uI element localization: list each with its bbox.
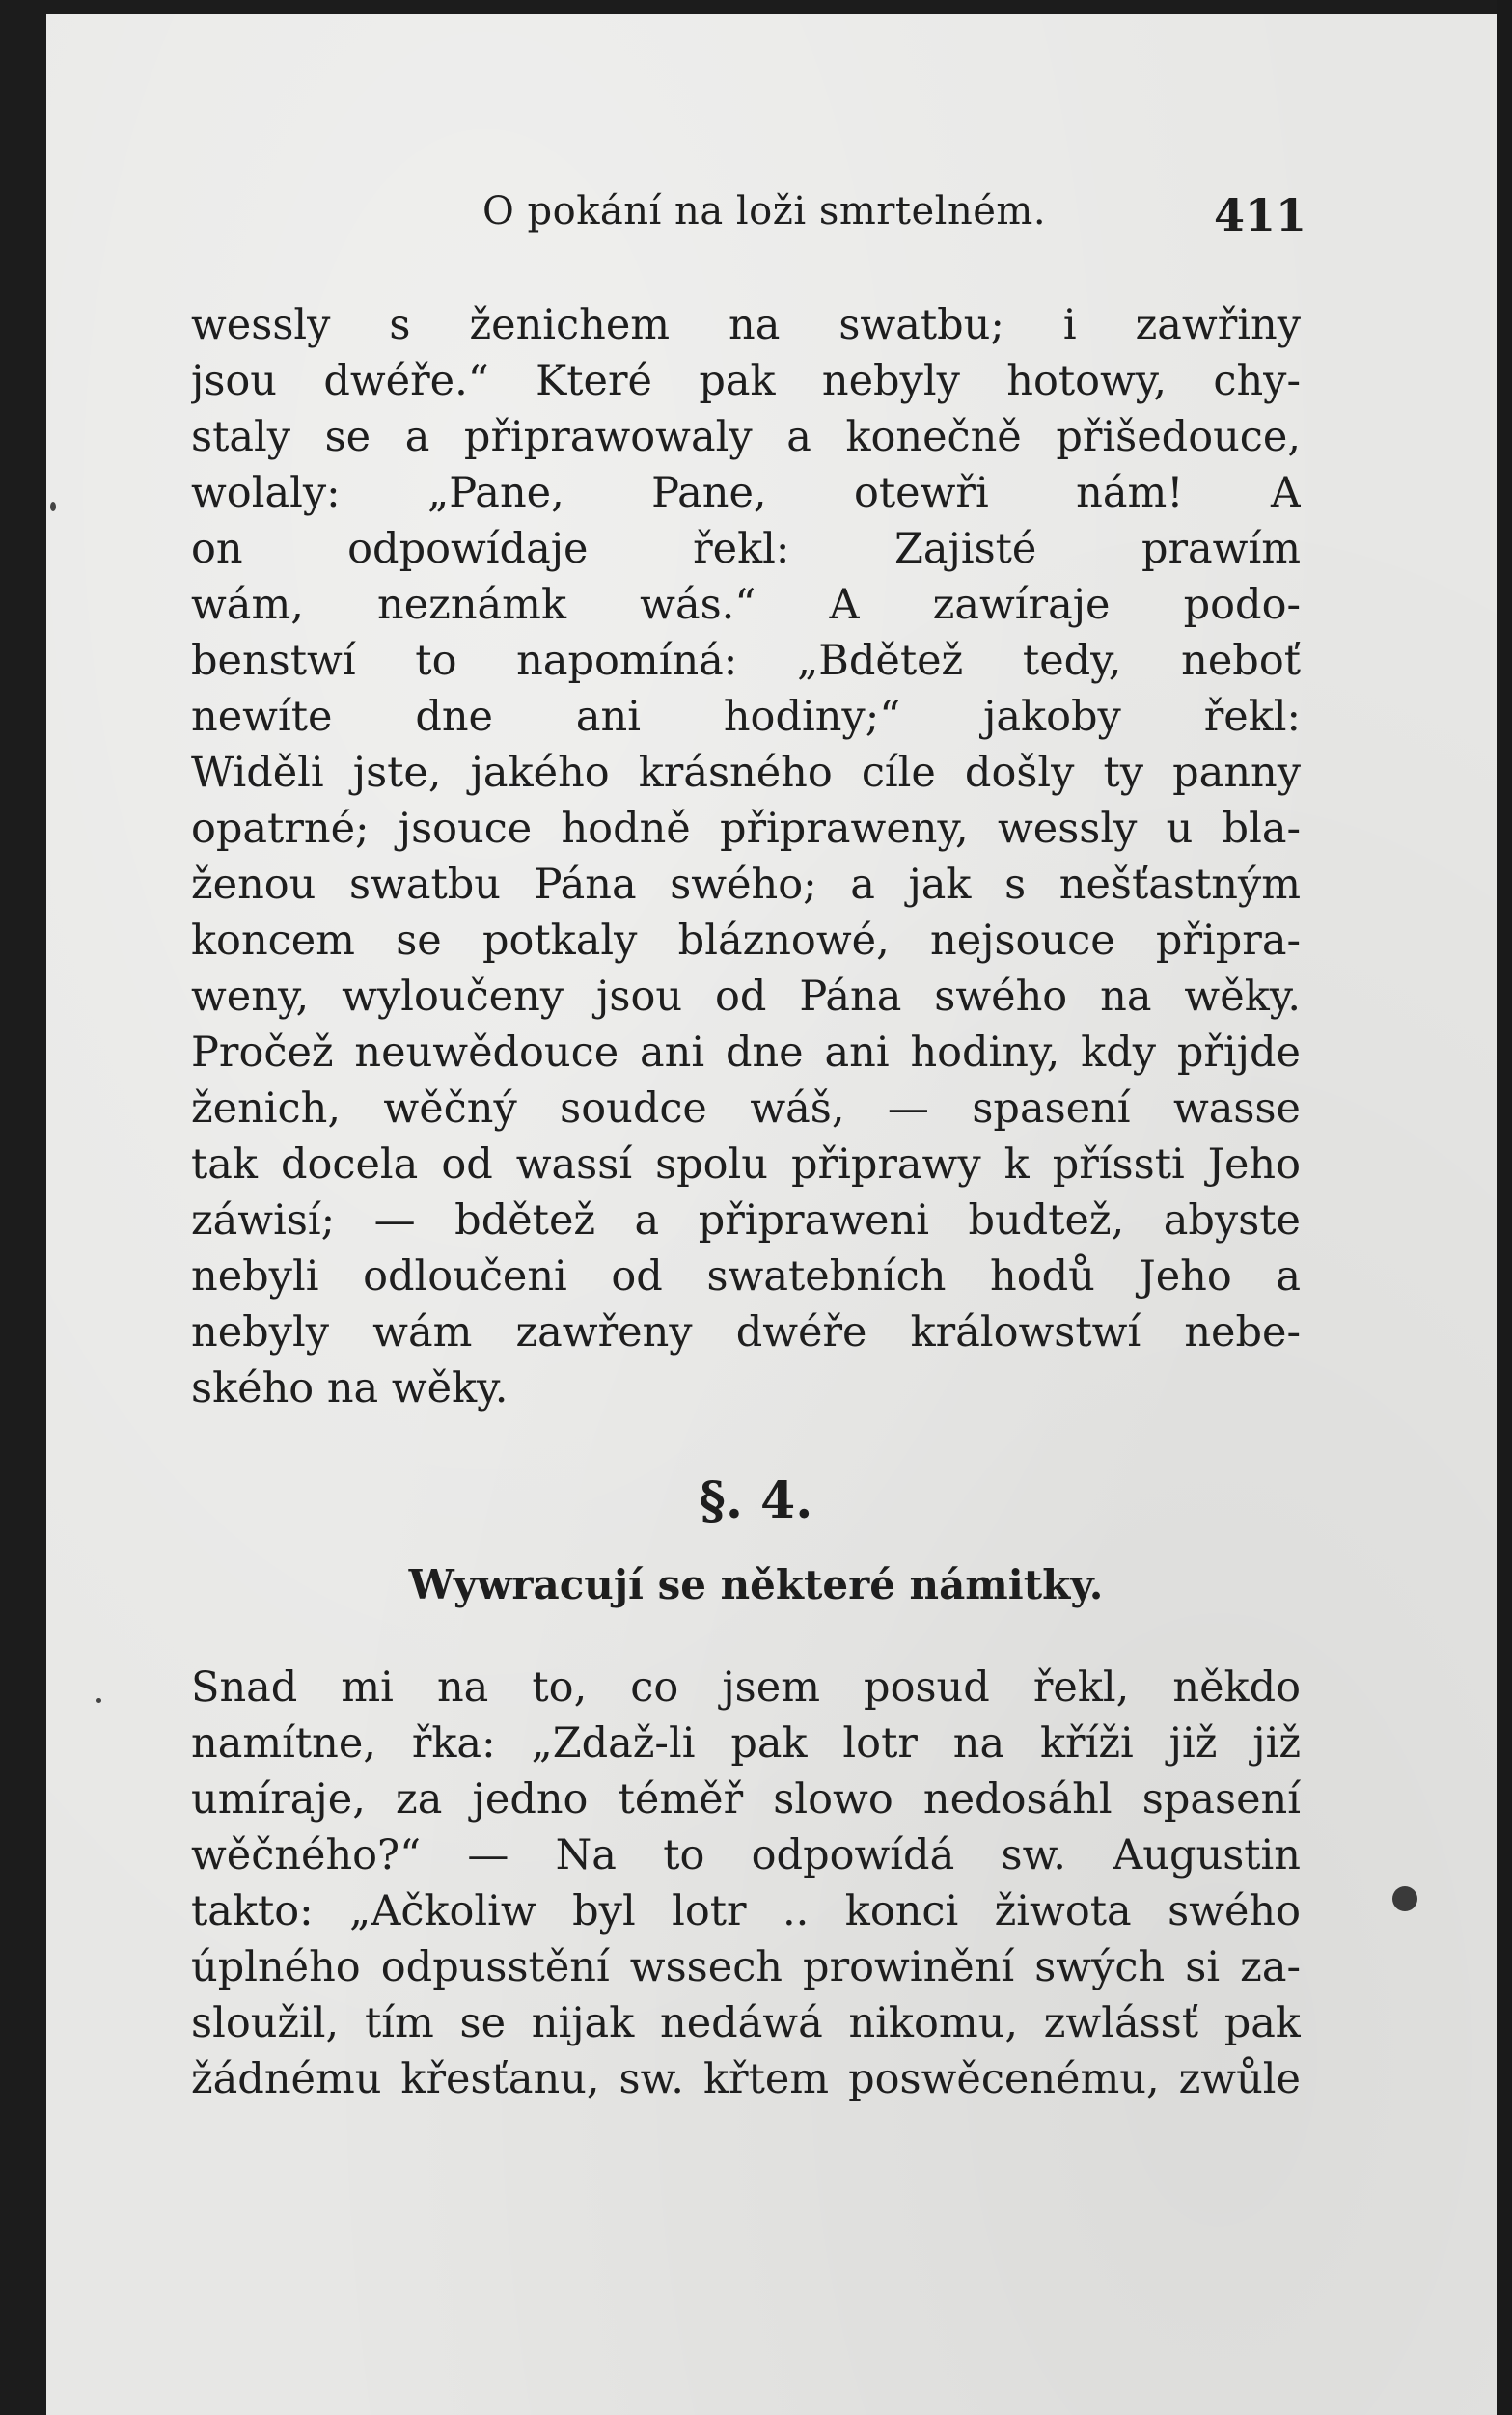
text-line: nebyly wám zawřeny dwéře králowstwí nebe- [191,1308,1301,1357]
running-title: O pokání na loži smrtelném. [482,189,1047,233]
text-line: wolaly: „Pane, Pane, otewři nám! A [191,469,1301,517]
text-line: jsou dwéře.“ Které pak nebyly hotowy, chy- [191,357,1301,405]
text-line: umíraje, za jedno téměř slowo nedosáhl spasení [191,1775,1301,1824]
text-line: Pročež neuwědouce ani dne ani hodiny, kdy přijde [191,1029,1301,1077]
text-line: on odpowídaje řekl: Zajisté prawím [191,525,1301,573]
paragraph-1 [191,297,1301,1416]
text-line: weny, wyloučeny jsou od Pána swého na wěky. [191,973,1301,1021]
text-line: ského na wěky. [191,1364,509,1413]
text-line: záwisí; — bdětež a připraweni budtež, abyste [191,1196,1301,1245]
text-line: nebyli odloučeni od swatebních hodů Jeho a [191,1252,1301,1301]
text-line: newíte dne ani hodiny;“ jakoby řekl: [191,693,1301,741]
section-title: Wywracují se některé námitky. [408,1561,1104,1608]
text-line: namítne, řka: „Zdaž-li pak lotr na kříži již již [191,1719,1301,1768]
ink-speck [1392,1886,1417,1911]
scan-edge [1497,0,1512,2415]
text-line: tak docela od wassí spolu připrawy k příssti Jeho [191,1140,1301,1189]
page-number: 411 [1214,189,1307,241]
paragraph-2 [191,1660,1301,2107]
text-line: ženich, wěčný soudce wáš, — spasení wasse [191,1084,1301,1133]
text-line: Snad mi na to, co jsem posud řekl, někdo [191,1663,1301,1712]
text-line: benstwí to napomíná: „Bdětež tedy, neboť [191,637,1301,685]
text-line: ženou swatbu Pána swého; a jak s nešťastným [191,861,1301,909]
text-line: úplného odpusstění wssech prowinění swých si za- [191,1943,1301,1991]
ink-speck [96,1698,101,1703]
text-line: staly se a připrawowaly a konečně přišedouce, [191,413,1301,461]
text-line: opatrné; jsouce hodně připraweny, wessly u bla- [191,805,1301,853]
text-line: Widěli jste, jakého krásného cíle došly ty panny [191,749,1301,797]
text-line: wessly s ženichem na swatbu; i zawřiny [191,301,1301,349]
text-line: sloužil, tím se nijak nedáwá nikomu, zwlássť pak [191,1999,1301,2047]
section-number: §. 4. [699,1471,813,1530]
ink-speck [50,502,56,511]
text-line: koncem se potkaly bláznowé, nejsouce připra- [191,917,1301,965]
text-line: žádnému křesťanu, sw. křtem poswěcenému, zwůle [191,2055,1301,2103]
text-line: takto: „Ačkoliw byl lotr .. konci žiwota swého [191,1887,1301,1935]
text-line: wěčného?“ — Na to odpowídá sw. Augustin [191,1831,1301,1880]
text-line: wám, neznámk wás.“ A zawíraje podo- [191,581,1301,629]
